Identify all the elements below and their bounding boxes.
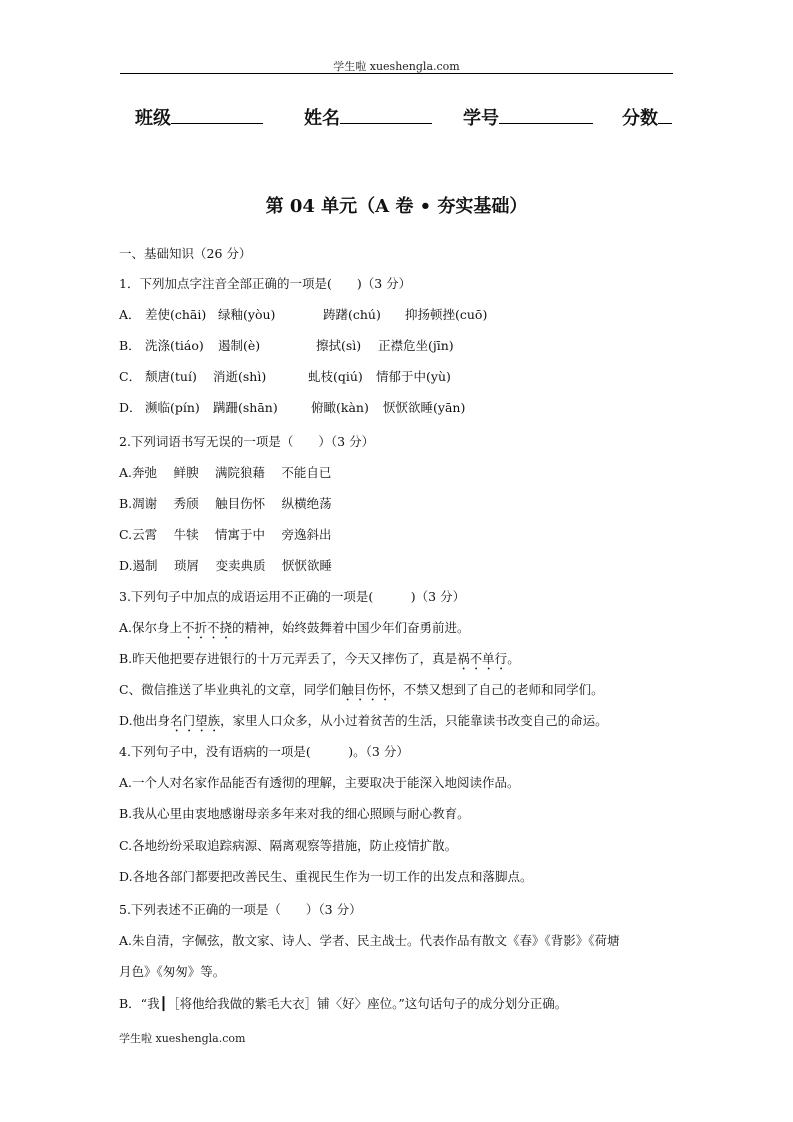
page-title: 第 04 单元（A 卷 • 夯实基础）	[265, 196, 528, 217]
name-label: 姓名	[304, 108, 340, 129]
header-divider	[120, 73, 673, 74]
q1-stem: 1．下列加点字注音全部正确的一项是( )（3 分）	[119, 276, 412, 291]
q3-d-idiom: 名门望族	[170, 713, 221, 728]
q1-option-d: D． 濒临(pín) 蹒跚(shān) 俯瞰(kàn) 恹恹欲睡(yān)	[119, 400, 466, 415]
number-field	[463, 104, 593, 130]
q2-stem: 2.下列词语书写无误的一项是（ ）（3 分）	[119, 434, 375, 449]
q3-a-idiom: 不折不挠	[182, 620, 233, 635]
q4-option-c: C.各地纷纷采取追踪病源、隔离观察等措施，防止疫情扩散。	[119, 838, 458, 853]
q4-option-a: A.一个人对名家作品能否有透彻的理解，主要取决于能深入地阅读作品。	[119, 775, 520, 790]
number-blank[interactable]	[499, 105, 593, 124]
q3-b-idiom: 祸不单行	[457, 651, 508, 666]
score-label: 分数	[622, 108, 658, 129]
q2-option-a: A.奔弛 鲜腴 满院狼藉 不能自已	[119, 465, 332, 480]
name-blank[interactable]	[340, 105, 432, 124]
q2-option-c: C.云霄 牛犊 情寓于中 旁逸斜出	[119, 527, 332, 542]
name-field	[304, 104, 432, 130]
q1-option-a: A． 差使(chāi) 绿釉(yòu) 踌躇(chú) 抑扬顿挫(cuō)	[119, 307, 488, 322]
q5-option-b: B．“我┃［将他给我做的紫毛大衣］铺〈好〉座位。”这句话句子的成分划分正确。	[119, 996, 568, 1011]
q2-option-d: D.遏制 琐屑 变卖典质 恹恹欲睡	[119, 558, 332, 573]
q5-option-a-line1: A.朱自清，字佩弦，散文家、诗人、学者、民主战士。代表作品有散文《春》《背影》《荷塘	[119, 933, 620, 948]
q3-option-a: A.保尔身上不折不挠的精神，始终鼓舞着中国少年们奋勇前进。	[119, 620, 470, 635]
section-heading: 一、基础知识（26 分）	[119, 246, 252, 261]
q1-option-c: C． 颓唐(tuí) 消逝(shì) 虬枝(qiú) 情郁于中(yù)	[119, 369, 451, 384]
score-field	[622, 104, 672, 130]
q4-option-b: B.我从心里由衷地感谢母亲多年来对我的细心照顾与耐心教育。	[119, 806, 470, 821]
q2-option-b: B.凋谢 秀颀 触目伤怀 纵横绝荡	[119, 496, 332, 511]
q3-option-c: C、微信推送了毕业典礼的文章，同学们触目伤怀，不禁又想到了自己的老师和同学们。	[119, 682, 604, 697]
q1-option-b: B． 洗涤(tiáo) 遏制(è) 擦拭(sì) 正襟危坐(jīn)	[119, 338, 454, 353]
q5-stem: 5.下列表述不正确的一项是（ ）（3 分）	[119, 902, 362, 917]
q3-c-idiom: 触目伤怀	[341, 682, 392, 697]
q5-option-a-line2: 月色》《匆匆》等。	[119, 964, 226, 979]
header-site: 学生啦 xueshengla.com	[333, 60, 460, 73]
class-blank[interactable]	[171, 105, 263, 124]
q3-option-b: B.昨天他把要存进银行的十万元弄丢了，今天又摔伤了，真是祸不单行。	[119, 651, 520, 666]
number-label: 学号	[463, 108, 499, 129]
footer-site: 学生啦 xueshengla.com	[119, 1032, 246, 1045]
q4-stem: 4.下列句子中，没有语病的一项是( )。（3 分）	[119, 744, 409, 759]
q3-stem: 3.下列句子中加点的成语运用不正确的一项是( )（3 分）	[119, 589, 466, 604]
class-label: 班级	[135, 108, 171, 129]
q4-option-d: D.各地各部门都要把改善民生、重视民生作为一切工作的出发点和落脚点。	[119, 869, 533, 884]
class-field	[135, 104, 263, 130]
score-blank[interactable]	[658, 105, 672, 124]
q3-option-d: D.他出身名门望族，家里人口众多，从小过着贫苦的生活，只能靠读书改变自己的命运。	[119, 713, 608, 728]
